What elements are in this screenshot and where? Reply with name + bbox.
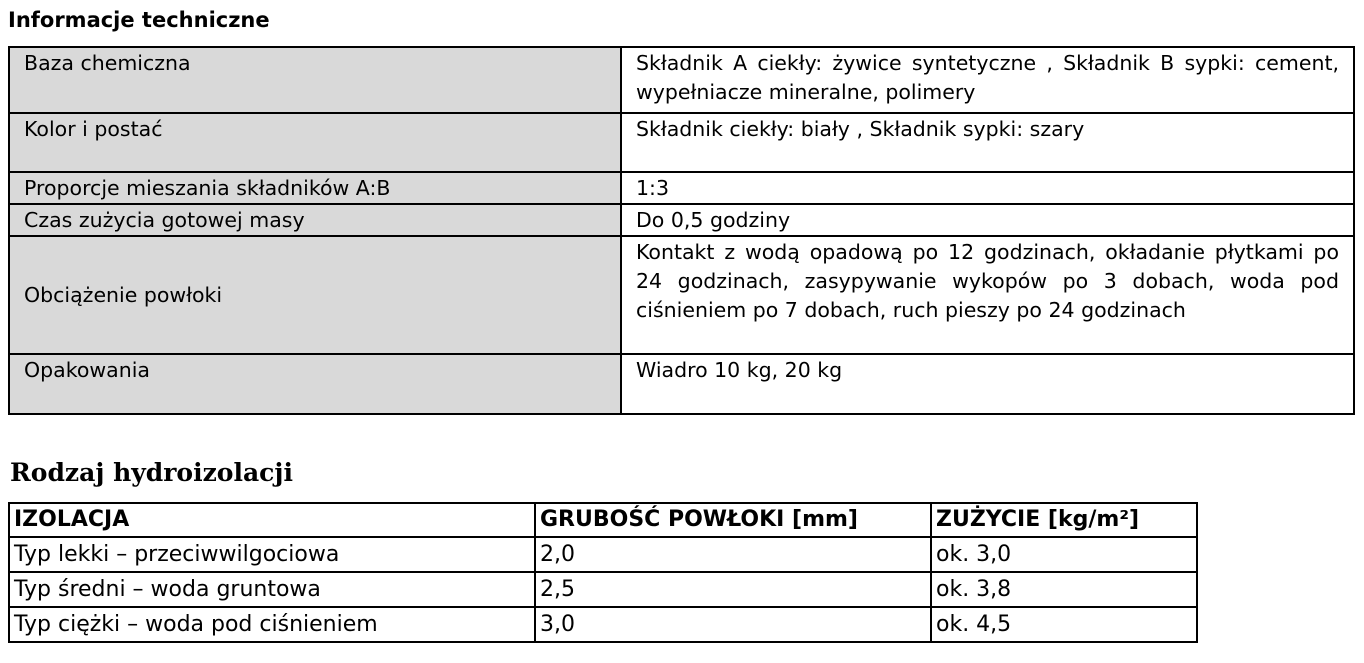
table-row [9,236,1354,354]
row-value: Składnik ciekły: biały , Składnik sypki: szary [621,113,1354,172]
technical-info-table [8,46,1355,415]
table-row [9,113,1354,172]
insulation-table [8,502,1198,643]
row-value: Składnik A ciekły: żywice syntetyczne , Składnik B sypki: cement, wypełniacze mineralne, polimery [621,47,1354,113]
table-cell: 3,0 [535,607,931,642]
column-header: ZUŻYCIE [kg/m²] [931,503,1197,537]
row-value: Do 0,5 godziny [621,204,1354,236]
row-label: Proporcje mieszania składników A:B [9,172,621,204]
insulation-title: Rodzaj hydroizolacji [10,458,293,487]
table-cell: Typ średni – woda gruntowa [9,572,535,607]
row-label: Baza chemiczna [9,47,621,113]
table-row [9,204,1354,236]
table-row [9,47,1354,113]
row-value: Kontakt z wodą opadową po 12 godzinach, okładanie płytkami po 24 godzinach, zasypywanie wykopów po 3 dobach, woda pod ciśnieniem po 7 dobach, ruch pieszy po 24 godzinach [621,236,1354,354]
table-row [9,572,1197,607]
table-row [9,172,1354,204]
table-row [9,537,1197,572]
table-cell: ok. 3,8 [931,572,1197,607]
table-row [9,354,1354,414]
row-label: Czas zużycia gotowej masy [9,204,621,236]
table-cell: ok. 4,5 [931,607,1197,642]
row-label: Kolor i postać [9,113,621,172]
table-cell: ok. 3,0 [931,537,1197,572]
column-header: IZOLACJA [9,503,535,537]
table-cell: 2,0 [535,537,931,572]
row-label: Obciążenie powłoki [9,236,621,354]
table-cell: Typ lekki – przeciwwilgociowa [9,537,535,572]
technical-info-title: Informacje techniczne [8,8,270,32]
table-header-row [9,503,1197,537]
row-value: 1:3 [621,172,1354,204]
table-cell: Typ ciężki – woda pod ciśnieniem [9,607,535,642]
column-header: GRUBOŚĆ POWŁOKI [mm] [535,503,931,537]
row-label: Opakowania [9,354,621,414]
row-value: Wiadro 10 kg, 20 kg [621,354,1354,414]
table-row [9,607,1197,642]
table-cell: 2,5 [535,572,931,607]
